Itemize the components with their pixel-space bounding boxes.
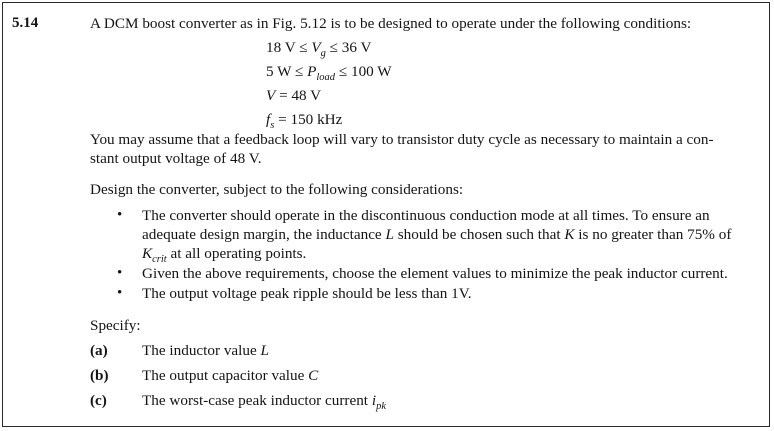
bullet-3: The output voltage peak ripple should be less than 1V. bbox=[142, 285, 472, 302]
bullet-glyph: • bbox=[117, 265, 123, 281]
item-c-label: (c) bbox=[90, 392, 107, 409]
item-a-label: (a) bbox=[90, 342, 108, 359]
condition-vg: 18 $V \le V_g \le 36$ V bbox=[266, 39, 372, 59]
condition-fs: $f_s = 150$ kHz bbox=[266, 111, 343, 131]
item-a-text: The inductor value L bbox=[142, 342, 269, 359]
condition-v: V = 48 V bbox=[266, 87, 322, 104]
condition-pload: 5 $W \le P_{load} \le 100$ W bbox=[266, 63, 392, 83]
bullet-glyph: • bbox=[117, 285, 123, 301]
assumption-line-2: stant output voltage of 48 V. bbox=[90, 150, 262, 167]
item-c-text: The worst-case peak inductor current $i_{pk}$ bbox=[142, 392, 386, 412]
item-b-label: (b) bbox=[90, 367, 109, 384]
bullet-1-line-3: $K_{crit}$ at all operating points. bbox=[142, 245, 307, 265]
item-b-text: The output capacitor value C bbox=[142, 367, 319, 384]
problem-number: 5.14 bbox=[12, 15, 39, 31]
problem-intro: A DCM boost converter as in Fig. 5.12 is to be designed to operate under the following conditions: bbox=[90, 15, 692, 32]
bullet-1-line-1: The converter should operate in the discontinuous conduction mode at all times. To ensure an bbox=[142, 207, 710, 224]
bullet-glyph: • bbox=[117, 207, 123, 223]
specify-heading: Specify: bbox=[90, 317, 141, 334]
bullet-2: Given the above requirements, choose the element values to minimize the peak inductor current. bbox=[142, 265, 728, 282]
design-heading: Design the converter, subject to the following considerations: bbox=[90, 181, 464, 198]
assumption-line-1: You may assume that a feedback loop will vary to transistor duty cycle as necessary to maintain a con- bbox=[90, 131, 714, 148]
bullet-1-line-2: adequate design margin, the inductance L should be chosen such that K is no greater than 75% of bbox=[142, 226, 732, 243]
